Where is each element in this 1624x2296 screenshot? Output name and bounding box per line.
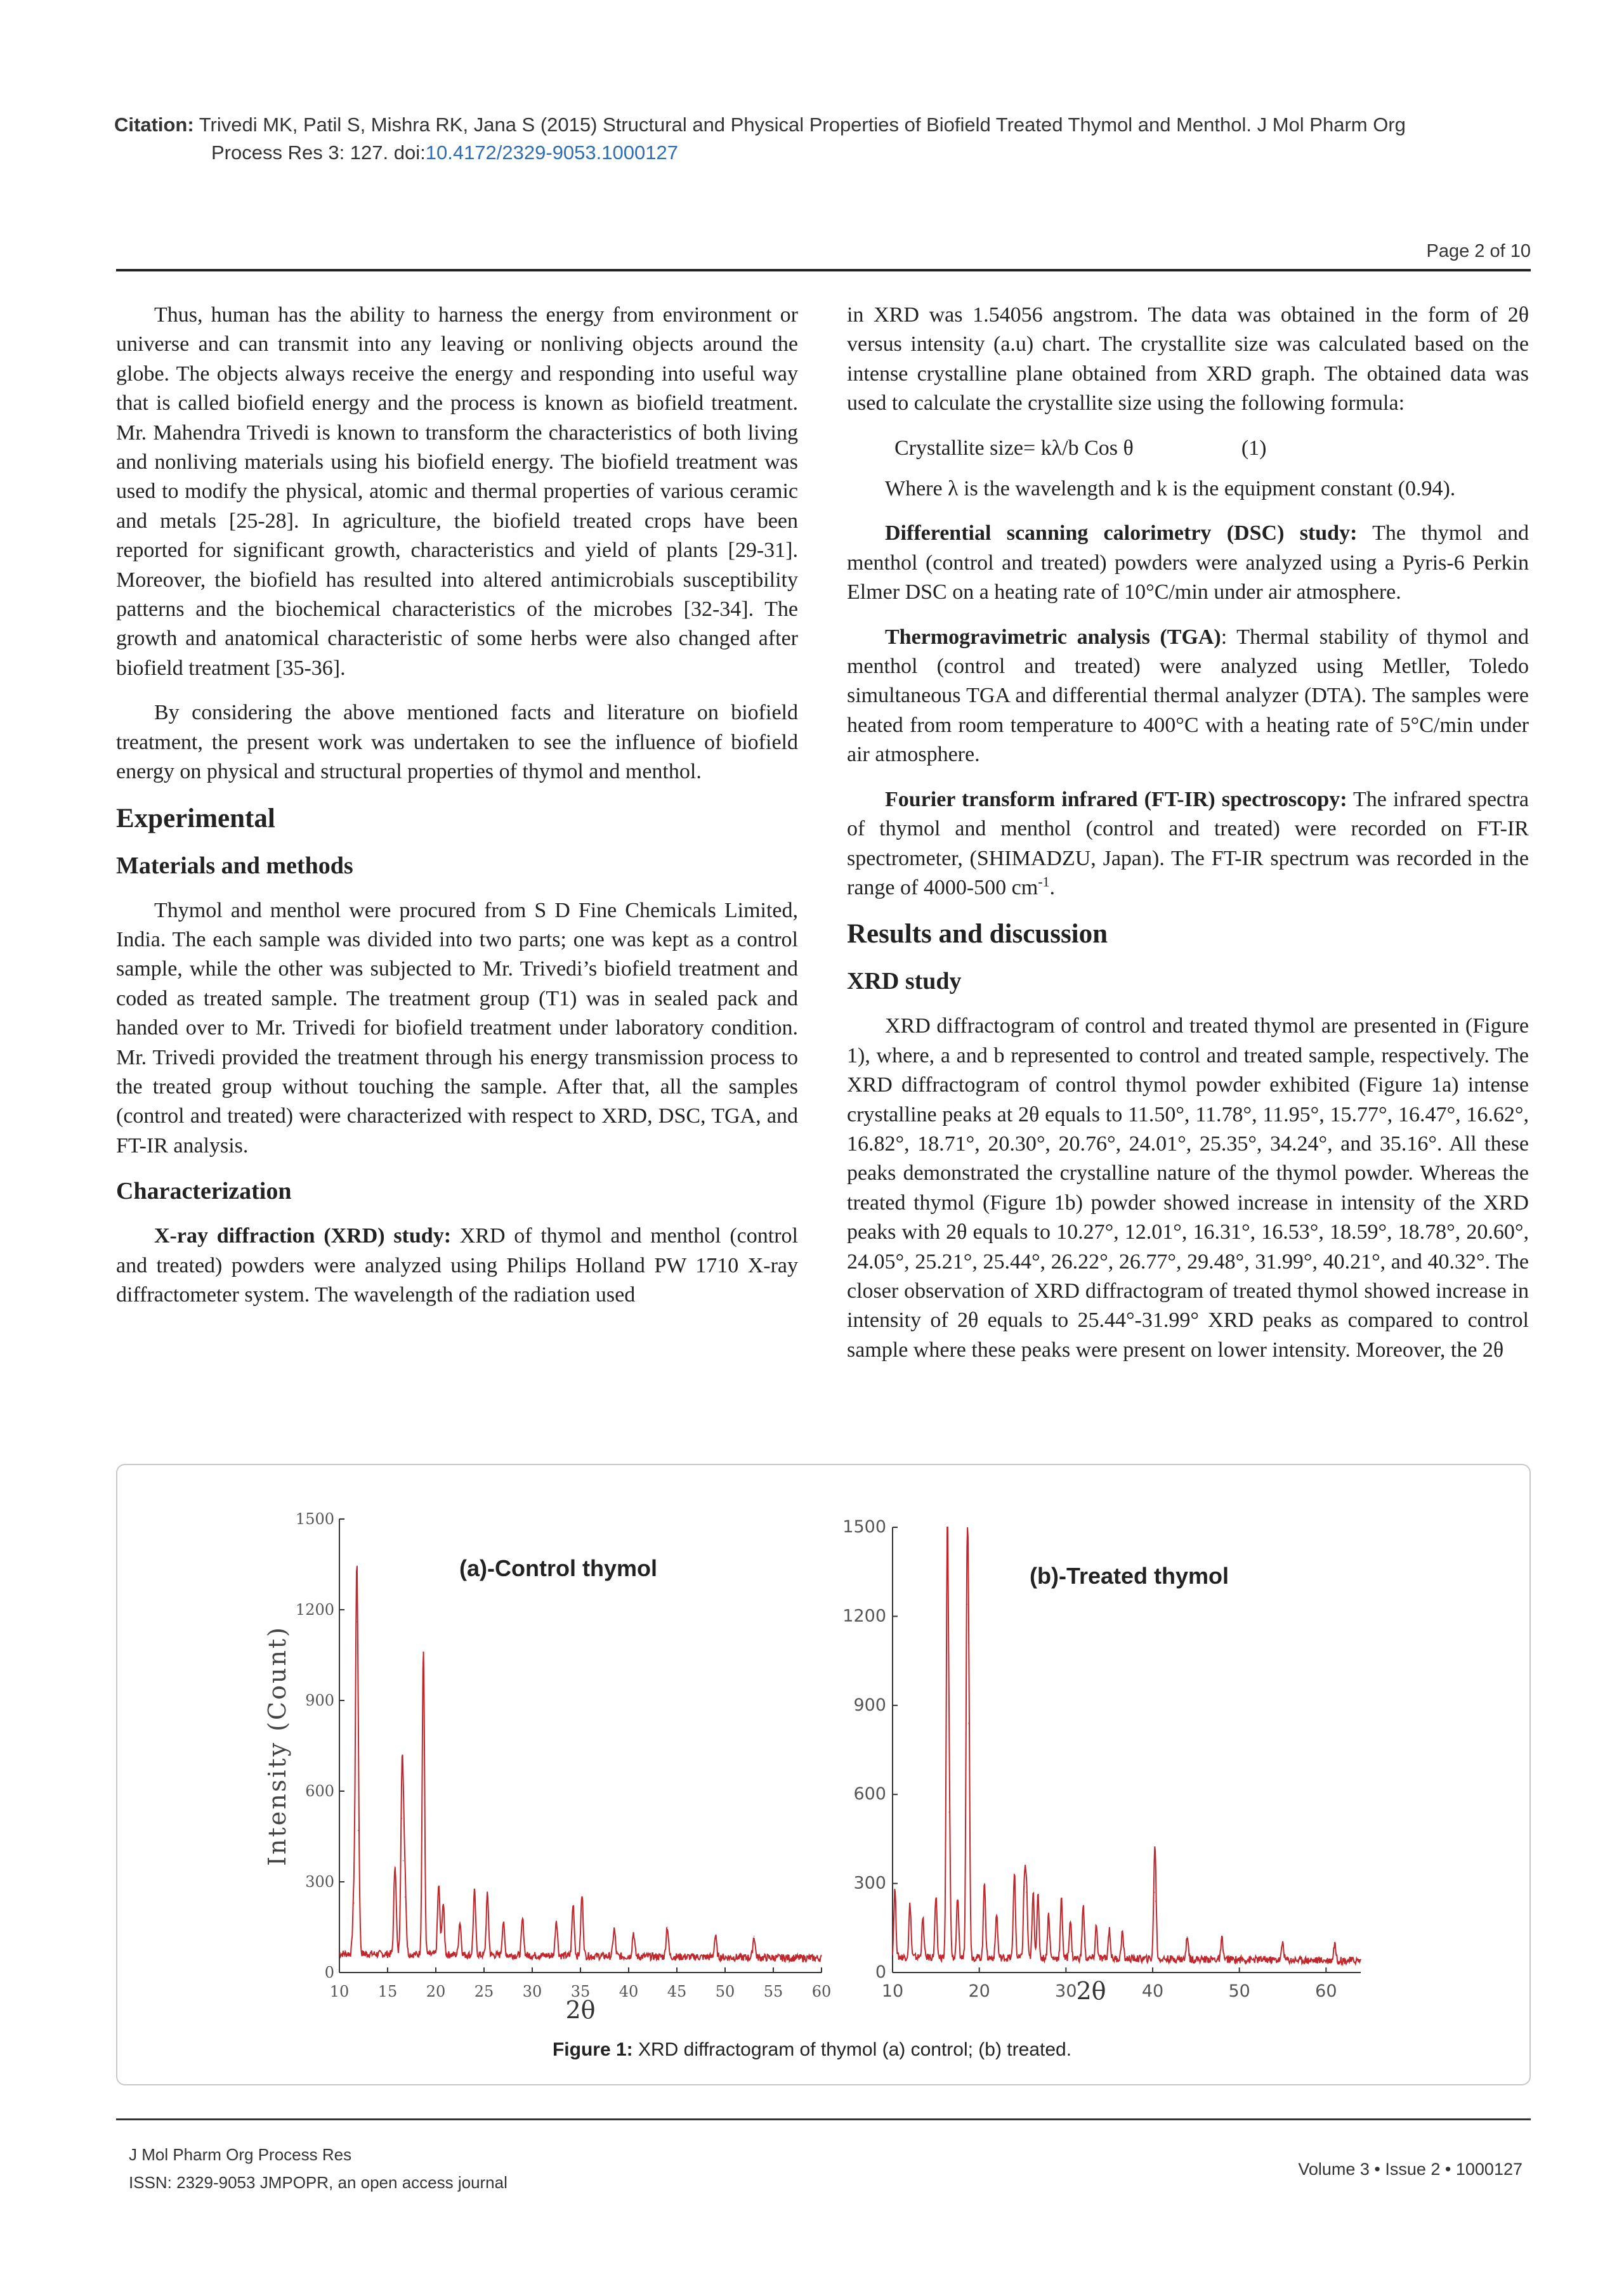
footer-volume: Volume 3 • Issue 2 • 1000127 [1298,2160,1522,2179]
xrd-chart-control [263,1510,831,2024]
y-tick-label: 1500 [295,1510,334,1528]
equation-number: (1) [1241,436,1267,460]
citation-line2-prefix: Process Res 3: 127. doi: [211,141,426,164]
peak-point [1026,1892,1027,1893]
y-tick-label: 300 [853,1873,886,1893]
run-in-heading: X-ray diffraction (XRD) study: [154,1224,452,1248]
peak-point [474,1893,475,1895]
peak-point [443,1905,444,1907]
paragraph: in XRD was 1.54056 angstrom. The data was obtained in the form of 2θ versus intensity (a.u) chart. The crystallite size was calculated based on the intense crystalline plane obtained from XRD graph. The obtained data was used to calculate the crystallite size using the following formula: [847,303,1529,415]
run-in-heading: Differential scanning calorimetry (DSC) study: [885,521,1358,545]
paragraph-text: The thymol and menthol (control and treated) powders were analyzed using a Pyris-6 Perkin Elmer DSC on a heating rate of 10°C/min under air atmosphere. [847,521,1529,604]
y-tick-label: 1500 [842,1517,886,1537]
section-heading-results: Results and discussion [847,919,1108,949]
x-tick-label: 40 [1141,1981,1164,2001]
citation-label: Citation: [114,114,194,136]
figure-caption-text: XRD diffractogram of thymol (a) control; (b) treated. [638,2039,1072,2060]
peak-point [1061,1901,1062,1902]
peak-point [946,1550,948,1551]
figure-caption [0,2039,1624,2061]
peak-point [948,1811,950,1813]
paragraph: By considering the above mentioned facts and literature on biofield treatment, the present work was undertaken to see the influence of biofield energy on physical and structural properties of thymol and menthol. [116,701,798,784]
peak-point [556,1921,557,1922]
peak-point [502,1924,504,1925]
x-tick-label: 55 [763,1983,783,2000]
x-tick-label: 35 [570,1983,591,2000]
superscript: -1 [1038,873,1050,890]
chart-title: (b)-Treated thymol [1029,1563,1229,1589]
y-axis-label: Intensity (Count) [263,1625,291,1867]
peak-point [996,1915,997,1917]
peak-point [438,1888,440,1889]
peak-point [356,1621,357,1622]
y-tick-label: 0 [875,1962,886,1982]
paragraph-end: . [1049,875,1056,899]
peak-point [1070,1921,1071,1922]
paragraph-text: The infrared spectra of thymol and menthol (control and treated) were recorded on FT-IR spectrometer, (SHIMADZU, Japan). The FT-IR spectrum was recorded in the range of 4000-500 cm [847,787,1529,899]
y-tick-label: 1200 [295,1601,334,1619]
peak-point [353,1902,355,1903]
peak-point [572,1905,573,1907]
peak-point [522,1921,523,1922]
peak-point [633,1933,634,1934]
peak-point [1096,1927,1097,1929]
footer-journal: J Mol Pharm Org Process Res [129,2145,352,2164]
x-tick-label: 30 [1055,1981,1077,2001]
x-tick-label: 30 [522,1983,542,2000]
peak-point [715,1936,716,1937]
peak-point [1109,1930,1110,1931]
y-tick-label: 0 [324,1964,334,1981]
x-tick-label: 60 [1315,1981,1337,2001]
peak-point [894,1892,896,1893]
page-number: Page 2 of 10 [1426,241,1531,261]
paragraph-text: : Thermal stability of thymol and menthol (control and treated) were analyzed using Metller, Toledo simultaneous TGA and differential thermal analyzer (DTA). The samples were heated from room temperature to 400°C with a heating rate of 5°C/min under air atmosphere. [847,625,1529,767]
run-in-heading: Fourier transform infrared (FT-IR) spectroscopy: [885,787,1347,811]
peak-point [405,1896,406,1898]
x-axis-label: 2θ [565,1996,596,2024]
footer-divider [116,2118,1531,2120]
peak-point [984,1883,985,1884]
peak-point [1033,1895,1034,1896]
equation-text: Crystallite size= kλ/b Cos θ [894,436,1134,460]
chart-title: (a)-Control thymol [459,1555,657,1581]
x-tick-label: 45 [667,1983,687,2000]
x-tick-label: 50 [715,1983,735,2000]
peak-point [1187,1936,1188,1938]
doi-link[interactable]: 10.4172/2329-9053.1000127 [425,141,678,164]
paragraph-text: XRD of thymol and menthol (control and treated) powders were analyzed using Philips Holland PW 1710 X-ray diffractometer system. The wavelength of the radiation used [116,1224,798,1307]
peak-point [1014,1874,1015,1875]
peak-point [909,1907,910,1908]
figure-caption-label: Figure 1: [552,2039,633,2060]
peak-point [401,1818,402,1819]
peak-point [1334,1942,1335,1943]
paragraph: XRD diffractogram of control and treated thymol are presented in (Figure 1), where, a and b represented to control and treated sample, respectively. The XRD diffractogram of control thymol powder exhibited (Figure 1a) intense crystalline peaks at 2θ equals to 11.50°, 11.78°, 11.95°, 15.77°, 16.47°, 16.62°, 16.82°, 18.71°, 20.30°, 20.76°, 24.01°, 25.35°, 34.24°, and 35.16°. All these peaks demonstrated the crystalline nature of the thymol powder. Whereas the treated thymol (Figure 1b) powder showed increase in intensity of the XRD peaks with 2θ equals to 10.27°, 12.01°, 16.31°, 16.53°, 18.59°, 18.78°, 20.60°, 24.05°, 25.21°, 25.44°, 26.22°, 26.77°, 29.48°, 31.99°, 40.21°, and 40.32°. The closer observation of XRD diffractogram of treated thymol showed increase in intensity of 2θ equals to 25.44°-31.99° XRD peaks as compared to control sample where these peaks were present on lower intensity. Moreover, the 2θ [847,1014,1529,1362]
section-heading-experimental: Experimental [116,803,275,833]
peak-point [613,1929,615,1931]
paragraph: Where λ is the wavelength and k is the equipment constant (0.94). [885,477,1456,501]
peak-point [1048,1915,1049,1917]
peak-point [422,1652,424,1653]
x-tick-label: 10 [329,1983,350,2000]
peak-point [358,1830,359,1831]
paragraph: Thymol and menthol were procured from S D Fine Chemicals Limited, India. The each sample was divided into two parts; one was kept as a control sample, while the other was subjected to Mr. Trivedi’s biofield treatment and coded as treated sample. The treatment group (T1) was in sealed pack and handed over to Mr. Trivedi for biofield treatment under laboratory condition. Mr. Trivedi provided the treatment through his energy transmission process to the treated group without touching the sample. After that, all the samples (control and treated) were characterized with respect to XRD, DSC, TGA, and FT-IR analysis. [116,898,798,1158]
x-tick-label: 60 [811,1983,832,2000]
xrd-chart-treated [842,1517,1361,2005]
peak-point [667,1927,668,1928]
peak-point [403,1860,404,1862]
y-tick-label: 900 [853,1695,886,1715]
peak-point [1083,1907,1084,1908]
peak-point [1154,1892,1155,1893]
peak-point [1221,1940,1222,1941]
x-tick-label: 20 [968,1981,990,2001]
x-tick-label: 20 [426,1983,446,2000]
peak-point [968,1723,969,1724]
peak-point [459,1924,461,1925]
peak-point [1282,1942,1283,1943]
peak-point [922,1921,924,1922]
series-line [339,1566,822,1962]
peak-point [966,1604,967,1605]
y-tick-label: 300 [305,1873,334,1891]
series-line [893,1527,1361,1964]
paragraph: Thus, human has the ability to harness the energy from environment or universe and can transmit into any leaving or nonliving objects around the globe. The objects always receive the energy and responding into useful way that is called biofield energy and the process is known as biofield treatment. Mr. Mahendra Trivedi is known to transform the characteristics of both living and nonliving materials using his biofield energy. The biofield treatment was used to modify the physical, atomic and thermal properties of various ceramic and metals [25-28]. In agriculture, the biofield treated crops have been reported for significant growth, characteristics and yield of plants [29-31]. Moreover, the biofield has resulted into altered antimicrobials susceptibility patterns and the biochemical characteristics of the microbes [32-34]. The growth and anatomical characteristic of some herbs were also changed after biofield treatment [35-36]. [116,303,798,680]
peak-point [935,1901,936,1902]
x-tick-label: 10 [881,1981,904,2001]
y-tick-label: 1200 [842,1606,886,1626]
y-tick-label: 600 [853,1784,886,1804]
peak-point [1122,1933,1123,1934]
subsection-heading-characterization: Characterization [116,1178,292,1205]
citation-text: Trivedi MK, Patil S, Mishra RK, Jana S (2015) Structural and Physical Properties of Biofield Treated Thymol and Menthol. J Mol Pharm Org [199,114,1406,136]
x-tick-label: 50 [1228,1981,1250,2001]
x-tick-label: 25 [474,1983,494,2000]
peak-point [1155,1901,1156,1902]
y-tick-label: 900 [305,1692,334,1709]
run-in-heading: Thermogravimetric analysis (TGA) [885,625,1221,649]
x-tick-label: 40 [619,1983,639,2000]
subsection-heading-xrd: XRD study [847,968,962,995]
subsection-heading-materials: Materials and methods [116,852,353,879]
peak-point [1024,1886,1025,1887]
peak-point [395,1866,396,1867]
footer-journal-info [129,2141,508,2196]
x-tick-label: 15 [377,1983,398,2000]
peak-point [754,1936,755,1937]
x-axis-label: 2θ [1076,1977,1106,2005]
y-tick-label: 600 [305,1782,334,1800]
peak-point [957,1901,959,1902]
peak-point [1037,1898,1038,1899]
footer-issn: ISSN: 2329-9053 JMPOPR, an open access journal [129,2173,508,2192]
peak-point [487,1896,488,1898]
peak-point [581,1896,582,1898]
